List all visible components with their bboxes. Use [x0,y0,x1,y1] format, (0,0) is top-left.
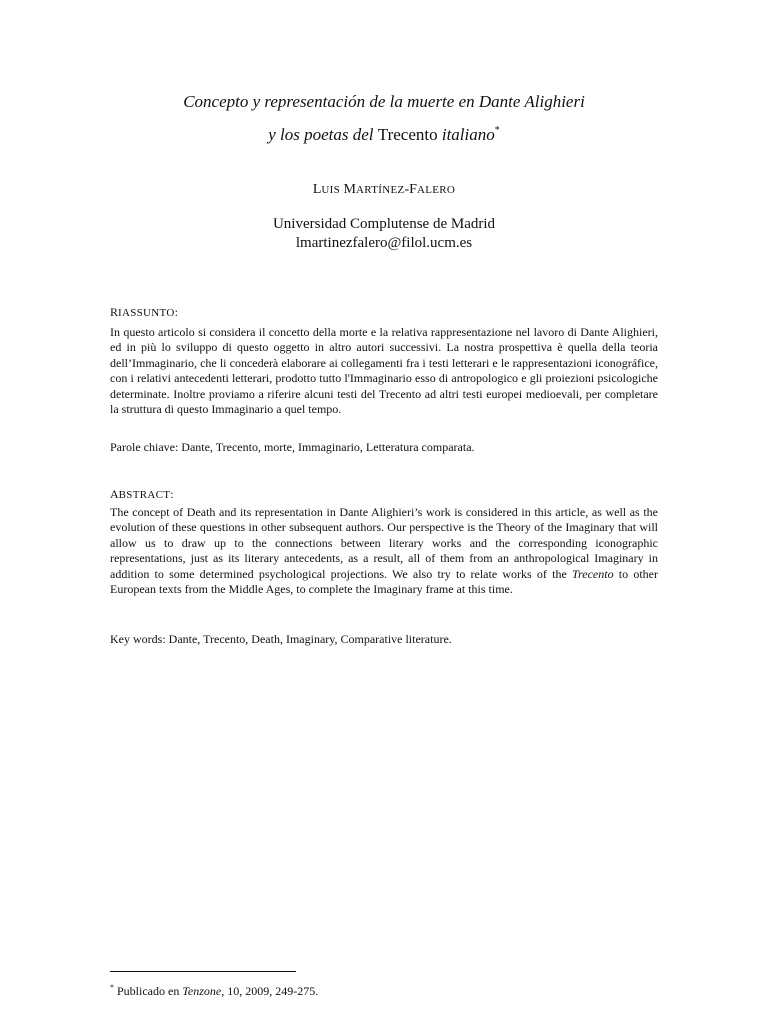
abstract-keywords: Key words: Dante, Trecento, Death, Imaginary, Comparative literature. [110,632,452,646]
riassunto-heading-colon: : [174,305,178,319]
title-line-2 [0,121,768,145]
riassunto-heading-initial: R [110,305,119,319]
riassunto-heading-rest: IASSUNTO [118,307,175,319]
title-text-2b: Trecento [377,125,438,144]
title-text-1: Concepto y representación de la muerte en Dante Alighieri [183,92,585,111]
abstract-body-b: to other European texts from the Middle Ages, to complete the Imaginary frame at this time. [110,566,658,597]
riassunto-body: In questo articolo si considera il concetto della morte e la relativa rappresentazione nel lavoro di Dante Alighieri, ed in più lo sviluppo di questo oggetto in altro autori successivi. La nostra prospettiva è quella della teoria dell’Immaginario, che li concederà elaborare ai collegamenti fra i testi letterari e le rappresentazioni iconográfice, con i relativi antecedenti letterari, prodotto tutto l'Immaginario esso di antropologico e gli proiezioni psicologiche determinate. Inoltre proviamo a riferire alcuni testi del Trecento ad altri testi europei medioevali, per completare la struttura di questo Immaginario a quel tempo. [110,325,658,417]
author-last-rest2: ALERO [416,184,456,196]
author-name [0,181,768,199]
abstract-heading [110,486,174,503]
title-line-1 [0,92,768,112]
abstract-heading-colon: : [170,487,174,501]
author-dash: - [404,182,410,197]
author-initial-first: L [312,182,322,197]
riassunto-heading [110,304,178,321]
abstract-body-a: The concept of Death and its representation in Dante Alighieri’s work is considered in this article, as well as the evolution of these questions in other subsequent authors. Our perspective is the Theory of the Imaginary that will allow us to draw up to the connections between literary works and the corresponding iconographic representations, just as its literary antecedents, as a result, all of them from an anthropological Imaginary in addition to some determined psychological projections. We also try to relate works of the [110,505,658,581]
affiliation-email: lmartinezfalero@filol.ucm.es [295,235,473,251]
affiliation-university: Universidad Complutense de Madrid [272,216,496,232]
author-initial-m: M [343,182,356,197]
title-text-2c: italiano [441,125,495,144]
footnote-text-b: , 10, 2009, 249-275. [221,984,319,998]
author-last-rest1: ARTÍNEZ [356,184,405,196]
author-first-rest: UIS [321,184,341,196]
abstract-heading-rest: BSTRACT [118,489,171,501]
title-footnote-marker: * [494,125,500,136]
footnote-marker: * [110,983,114,992]
footnote-rule [110,971,296,972]
abstract-body-italic: Trecento [572,566,614,581]
footnote [110,980,318,999]
abstract-heading-initial: A [110,487,119,501]
abstract-body [110,505,658,597]
riassunto-keywords: Parole chiave: Dante, Trecento, morte, Immaginario, Letteratura comparata. [110,440,475,454]
author-initial-f: F [409,182,417,197]
footnote-text-a: Publicado en [117,984,180,998]
title-text-2a: y los poetas del [268,125,374,144]
footnote-journal: Tenzone [182,984,222,998]
